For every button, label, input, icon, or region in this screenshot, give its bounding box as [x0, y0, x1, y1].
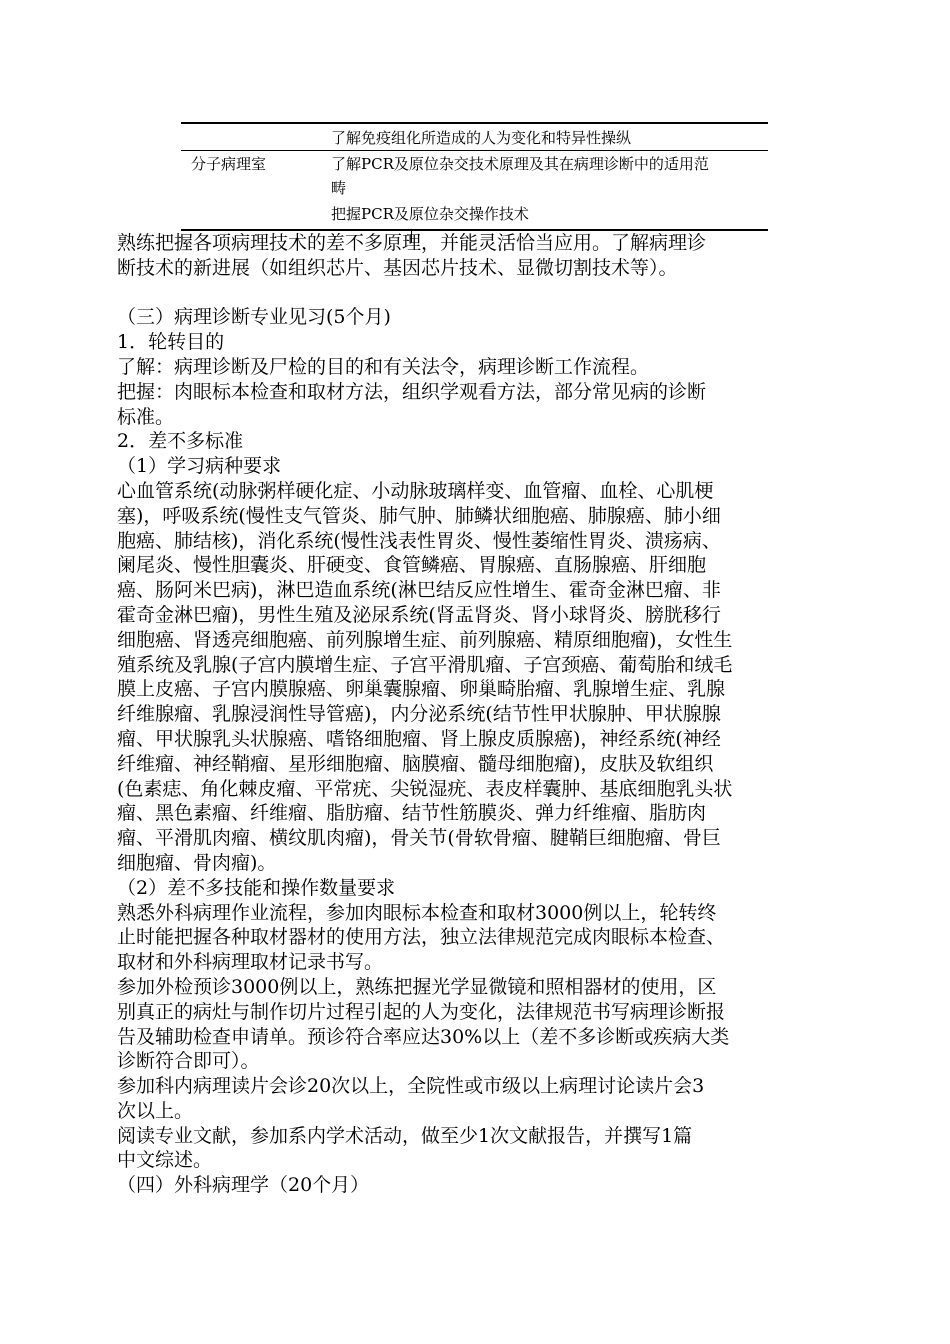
text-line: 阑尾炎、慢性胆囊炎、肝硬变、食管鳞癌、胃腺癌、直肠腺癌、肝细胞: [117, 554, 707, 577]
section-heading: （三）病理诊断专业见习(5个月): [117, 306, 391, 329]
text-line: 膜上皮癌、子宫内膜腺癌、卵巢囊腺瘤、卵巢畸胎瘤、乳腺增生症、乳腺: [117, 678, 726, 701]
table-cell: 了解PCR及原位杂交技术原理及其在病理诊断中的适用范: [331, 155, 709, 173]
text-line: 殖系统及乳腺(子宫内膜增生症、子宫平滑肌瘤、子宫颈癌、葡萄胎和绒毛: [117, 653, 733, 676]
table-row-divider: [181, 150, 768, 151]
text-line: (色素痣、角化棘皮瘤、平常疣、尖锐湿疣、表皮样囊肿、基底细胞乳头状: [117, 777, 733, 800]
subheading: （2）差不多技能和操作数量要求: [117, 876, 396, 899]
text-line: 参加外检预诊3000例以上，熟练把握光学显微镜和照相器材的使用，区: [117, 975, 717, 998]
blank-line: [117, 281, 837, 306]
text-line: 阅读专业文献，参加系内学术活动，做至少1次文献报告，并撰写1篇: [117, 1124, 693, 1147]
text-line: 参加科内病理读片会诊20次以上，全院性或市级以上病理讨论读片会3: [117, 1075, 705, 1098]
table-cell-lab-name: 分子病理室: [191, 155, 267, 173]
text-line: 告及辅助检查申请单。预诊符合率应达30%以上（差不多诊断或疾病大类: [117, 1025, 730, 1048]
text-line: 中文综述。: [117, 1149, 213, 1172]
text-line: 标准。: [117, 405, 175, 428]
subheading: 1．轮转目的: [117, 331, 225, 354]
text-line: 熟练把握各项病理技术的差不多原理，并能灵活恰当应用。了解病理诊: [117, 232, 707, 254]
table-cell: 把握PCR及原位杂交操作技术: [331, 205, 529, 223]
text-line: 断技术的新进展（如组织芯片、基因芯片技术、显微切割技术等）。: [117, 256, 678, 279]
text-line: 止时能把握各种取材器材的使用方法，独立法律规范完成肉眼标本检查、: [117, 926, 726, 949]
text-line: 纤维瘤、神经鞘瘤、星形细胞瘤、脑膜瘤、髓母细胞瘤)，皮肤及软组织: [117, 752, 714, 775]
text-line: 纤维腺瘤、乳腺浸润性导管癌)，内分泌系统(结节性甲状腺肿、甲状腺腺: [117, 703, 721, 726]
text-line: 瘤、甲状腺乳头状腺癌、嗜铬细胞瘤、肾上腺皮质腺癌)，神经系统(神经: [117, 727, 721, 750]
text-line: 熟悉外科病理作业流程，参加肉眼标本检查和取材3000例以上，轮转终: [117, 901, 717, 924]
table-top-rule-left: [181, 122, 326, 124]
text-line: 瘤、平滑肌肉瘤、横纹肌肉瘤)，骨关节(骨软骨瘤、腱鞘巨细胞瘤、骨巨: [117, 827, 721, 850]
text-line: 细胞瘤、骨肉瘤)。: [117, 851, 277, 874]
text-line: 别真正的病灶与制作切片过程引起的人为变化，法律规范书写病理诊断报: [117, 1000, 726, 1023]
subheading: 2．差不多标准: [117, 430, 244, 453]
table-top-rule-right: [326, 122, 768, 124]
table-cell: 了解免疫组化所造成的人为变化和特异性操纵: [331, 129, 632, 147]
body-text: [117, 231, 837, 1198]
subheading: （1）学习病种要求: [117, 455, 282, 478]
text-line: 诊断符合即可）。: [117, 1050, 260, 1073]
text-line: 塞)，呼吸系统(慢性支气管炎、肺气肿、肺鳞状细胞癌、肺腺癌、肺小细: [117, 504, 721, 527]
text-line: 心血管系统(动脉粥样硬化症、小动脉玻璃样变、血管瘤、血栓、心肌梗: [117, 479, 714, 502]
text-line: 胞癌、肺结核)，消化系统(慢性浅表性胃炎、慢性萎缩性胃炎、溃疡病、: [117, 529, 721, 552]
table-cell: 畴: [331, 179, 347, 197]
text-line: 把握：肉眼标本检查和取材方法，组织学观看方法，部分常见病的诊断: [117, 380, 707, 403]
text-line: 霍奇金淋巴瘤)，男性生殖及泌尿系统(肾盂肾炎、肾小球肾炎、膀胱移行: [117, 603, 721, 626]
section-heading: （四）外科病理学（20个月）: [117, 1174, 370, 1197]
text-line: 瘤、黑色素瘤、纤维瘤、脂肪瘤、结节性筋膜炎、弹力纤维瘤、脂肪肉: [117, 802, 707, 825]
text-line: 了解：病理诊断及尸检的目的和有关法令，病理诊断工作流程。: [117, 355, 650, 378]
text-line: 次以上。: [117, 1099, 194, 1122]
text-line: 细胞癌、肾透亮细胞癌、前列腺增生症、前列腺癌、精原细胞瘤)，女性生: [117, 628, 733, 651]
text-line: 癌、肠阿米巴病)，淋巴造血系统(淋巴结反应性增生、霍奇金淋巴瘤、非: [117, 579, 721, 602]
text-line: 取材和外科病理取材记录书写。: [117, 951, 384, 974]
